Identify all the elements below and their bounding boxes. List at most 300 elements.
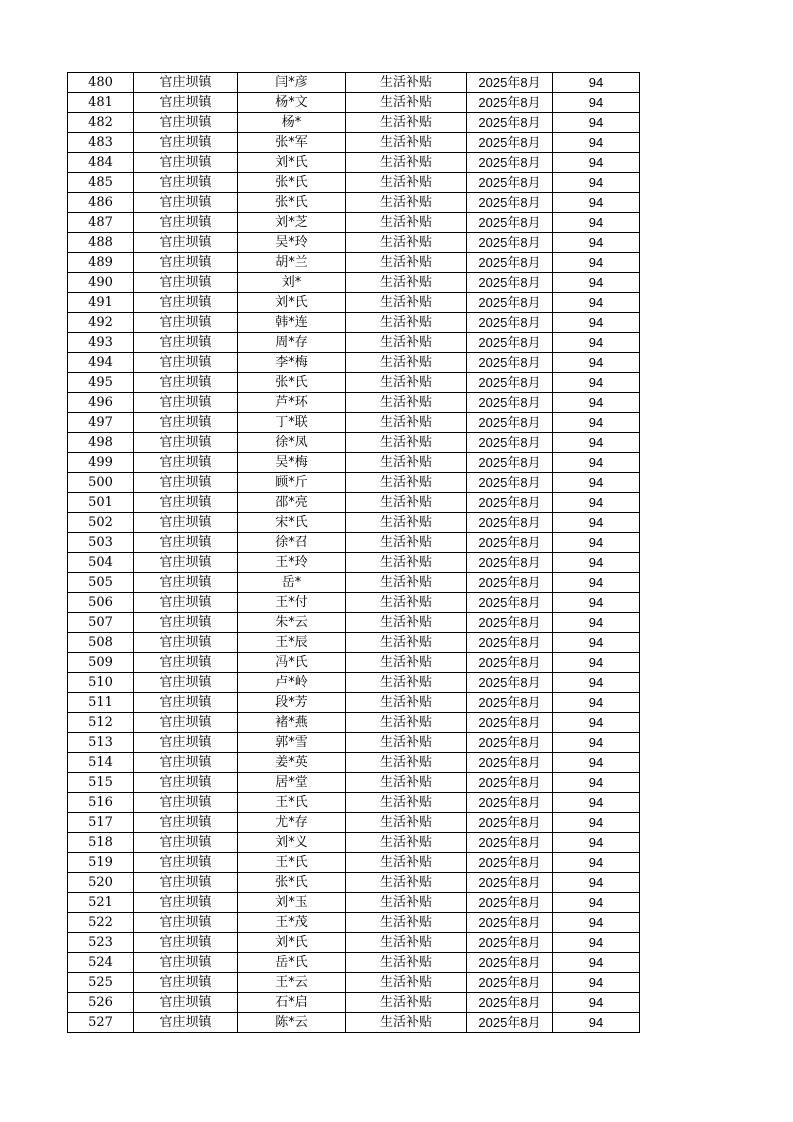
period-cell: 2025年8月 <box>467 453 553 473</box>
period-cell: 2025年8月 <box>467 313 553 333</box>
period-cell: 2025年8月 <box>467 113 553 133</box>
row-number: 481 <box>68 93 134 113</box>
table-row <box>68 873 640 893</box>
table-row <box>68 113 640 133</box>
name-cell: 陈*云 <box>238 1013 346 1033</box>
amount-cell: 94 <box>553 773 640 793</box>
name-cell: 张*氏 <box>238 193 346 213</box>
period-cell: 2025年8月 <box>467 653 553 673</box>
row-number: 489 <box>68 253 134 273</box>
town-cell: 官庄坝镇 <box>134 593 238 613</box>
name-cell: 杨* <box>238 113 346 133</box>
name-cell: 邵*亮 <box>238 493 346 513</box>
row-number: 491 <box>68 293 134 313</box>
amount-cell: 94 <box>553 173 640 193</box>
row-number: 485 <box>68 173 134 193</box>
amount-cell: 94 <box>553 833 640 853</box>
town-cell: 官庄坝镇 <box>134 913 238 933</box>
period-cell: 2025年8月 <box>467 333 553 353</box>
town-cell: 官庄坝镇 <box>134 893 238 913</box>
amount-cell: 94 <box>553 933 640 953</box>
amount-cell: 94 <box>553 133 640 153</box>
town-cell: 官庄坝镇 <box>134 493 238 513</box>
subsidy-type-cell: 生活补贴 <box>346 733 467 753</box>
table-row <box>68 1013 640 1033</box>
name-cell: 张*氏 <box>238 373 346 393</box>
subsidy-type-cell: 生活补贴 <box>346 533 467 553</box>
subsidy-type-cell: 生活补贴 <box>346 433 467 453</box>
name-cell: 刘*芝 <box>238 213 346 233</box>
period-cell: 2025年8月 <box>467 513 553 533</box>
name-cell: 朱*云 <box>238 613 346 633</box>
name-cell: 顾*斤 <box>238 473 346 493</box>
name-cell: 王*云 <box>238 973 346 993</box>
row-number: 494 <box>68 353 134 373</box>
name-cell: 吴*玲 <box>238 233 346 253</box>
period-cell: 2025年8月 <box>467 573 553 593</box>
amount-cell: 94 <box>553 713 640 733</box>
town-cell: 官庄坝镇 <box>134 233 238 253</box>
name-cell: 刘*氏 <box>238 293 346 313</box>
town-cell: 官庄坝镇 <box>134 1013 238 1033</box>
period-cell: 2025年8月 <box>467 393 553 413</box>
name-cell: 石*启 <box>238 993 346 1013</box>
period-cell: 2025年8月 <box>467 953 553 973</box>
subsidy-type-cell: 生活补贴 <box>346 873 467 893</box>
row-number: 486 <box>68 193 134 213</box>
row-number: 482 <box>68 113 134 133</box>
amount-cell: 94 <box>553 733 640 753</box>
subsidy-type-cell: 生活补贴 <box>346 553 467 573</box>
subsidy-type-cell: 生活补贴 <box>346 573 467 593</box>
amount-cell: 94 <box>553 993 640 1013</box>
town-cell: 官庄坝镇 <box>134 553 238 573</box>
table-row <box>68 693 640 713</box>
table-row <box>68 653 640 673</box>
amount-cell: 94 <box>553 673 640 693</box>
period-cell: 2025年8月 <box>467 553 553 573</box>
amount-cell: 94 <box>553 913 640 933</box>
subsidy-type-cell: 生活补贴 <box>346 133 467 153</box>
row-number: 496 <box>68 393 134 413</box>
period-cell: 2025年8月 <box>467 213 553 233</box>
subsidy-type-cell: 生活补贴 <box>346 453 467 473</box>
amount-cell: 94 <box>553 893 640 913</box>
subsidy-table <box>67 72 640 1033</box>
name-cell: 王*辰 <box>238 633 346 653</box>
period-cell: 2025年8月 <box>467 773 553 793</box>
town-cell: 官庄坝镇 <box>134 373 238 393</box>
name-cell: 张*军 <box>238 133 346 153</box>
town-cell: 官庄坝镇 <box>134 833 238 853</box>
subsidy-type-cell: 生活补贴 <box>346 913 467 933</box>
table-row <box>68 893 640 913</box>
subsidy-type-cell: 生活补贴 <box>346 173 467 193</box>
subsidy-type-cell: 生活补贴 <box>346 713 467 733</box>
subsidy-type-cell: 生活补贴 <box>346 273 467 293</box>
amount-cell: 94 <box>553 633 640 653</box>
amount-cell: 94 <box>553 353 640 373</box>
period-cell: 2025年8月 <box>467 673 553 693</box>
period-cell: 2025年8月 <box>467 813 553 833</box>
amount-cell: 94 <box>553 813 640 833</box>
subsidy-type-cell: 生活补贴 <box>346 393 467 413</box>
name-cell: 王*付 <box>238 593 346 613</box>
amount-cell: 94 <box>553 953 640 973</box>
amount-cell: 94 <box>553 473 640 493</box>
town-cell: 官庄坝镇 <box>134 733 238 753</box>
amount-cell: 94 <box>553 73 640 93</box>
amount-cell: 94 <box>553 693 640 713</box>
town-cell: 官庄坝镇 <box>134 313 238 333</box>
amount-cell: 94 <box>553 613 640 633</box>
table-row <box>68 333 640 353</box>
period-cell: 2025年8月 <box>467 873 553 893</box>
name-cell: 张*氏 <box>238 173 346 193</box>
table-row <box>68 733 640 753</box>
period-cell: 2025年8月 <box>467 893 553 913</box>
table-row <box>68 413 640 433</box>
amount-cell: 94 <box>553 393 640 413</box>
table-row <box>68 433 640 453</box>
subsidy-type-cell: 生活补贴 <box>346 993 467 1013</box>
amount-cell: 94 <box>553 853 640 873</box>
table-row <box>68 973 640 993</box>
row-number: 520 <box>68 873 134 893</box>
town-cell: 官庄坝镇 <box>134 353 238 373</box>
row-number: 517 <box>68 813 134 833</box>
name-cell: 韩*连 <box>238 313 346 333</box>
amount-cell: 94 <box>553 553 640 573</box>
subsidy-type-cell: 生活补贴 <box>346 673 467 693</box>
period-cell: 2025年8月 <box>467 733 553 753</box>
name-cell: 刘*义 <box>238 833 346 853</box>
town-cell: 官庄坝镇 <box>134 573 238 593</box>
period-cell: 2025年8月 <box>467 153 553 173</box>
row-number: 499 <box>68 453 134 473</box>
table-row <box>68 273 640 293</box>
town-cell: 官庄坝镇 <box>134 453 238 473</box>
subsidy-type-cell: 生活补贴 <box>346 893 467 913</box>
table-row <box>68 133 640 153</box>
row-number: 505 <box>68 573 134 593</box>
row-number: 512 <box>68 713 134 733</box>
table-row <box>68 773 640 793</box>
subsidy-type-cell: 生活补贴 <box>346 373 467 393</box>
row-number: 506 <box>68 593 134 613</box>
town-cell: 官庄坝镇 <box>134 533 238 553</box>
name-cell: 丁*联 <box>238 413 346 433</box>
subsidy-type-cell: 生活补贴 <box>346 413 467 433</box>
table-row <box>68 593 640 613</box>
row-number: 490 <box>68 273 134 293</box>
table-row <box>68 813 640 833</box>
table-row <box>68 933 640 953</box>
subsidy-type-cell: 生活补贴 <box>346 1013 467 1033</box>
table-row <box>68 613 640 633</box>
row-number: 526 <box>68 993 134 1013</box>
period-cell: 2025年8月 <box>467 233 553 253</box>
table-row <box>68 573 640 593</box>
table-row <box>68 713 640 733</box>
row-number: 480 <box>68 73 134 93</box>
amount-cell: 94 <box>553 973 640 993</box>
name-cell: 闫*彦 <box>238 73 346 93</box>
town-cell: 官庄坝镇 <box>134 173 238 193</box>
table-row <box>68 953 640 973</box>
table-row <box>68 313 640 333</box>
town-cell: 官庄坝镇 <box>134 693 238 713</box>
town-cell: 官庄坝镇 <box>134 773 238 793</box>
period-cell: 2025年8月 <box>467 473 553 493</box>
row-number: 515 <box>68 773 134 793</box>
subsidy-type-cell: 生活补贴 <box>346 113 467 133</box>
row-number: 518 <box>68 833 134 853</box>
name-cell: 徐*召 <box>238 533 346 553</box>
amount-cell: 94 <box>553 313 640 333</box>
row-number: 521 <box>68 893 134 913</box>
row-number: 492 <box>68 313 134 333</box>
town-cell: 官庄坝镇 <box>134 473 238 493</box>
town-cell: 官庄坝镇 <box>134 993 238 1013</box>
town-cell: 官庄坝镇 <box>134 953 238 973</box>
name-cell: 郭*雪 <box>238 733 346 753</box>
row-number: 522 <box>68 913 134 933</box>
table-row <box>68 853 640 873</box>
table-row <box>68 493 640 513</box>
name-cell: 居*堂 <box>238 773 346 793</box>
subsidy-type-cell: 生活补贴 <box>346 973 467 993</box>
name-cell: 胡*兰 <box>238 253 346 273</box>
row-number: 498 <box>68 433 134 453</box>
name-cell: 周*存 <box>238 333 346 353</box>
table-body <box>68 73 640 1033</box>
row-number: 509 <box>68 653 134 673</box>
row-number: 487 <box>68 213 134 233</box>
period-cell: 2025年8月 <box>467 133 553 153</box>
name-cell: 徐*凤 <box>238 433 346 453</box>
amount-cell: 94 <box>553 93 640 113</box>
row-number: 523 <box>68 933 134 953</box>
name-cell: 刘* <box>238 273 346 293</box>
name-cell: 段*芳 <box>238 693 346 713</box>
name-cell: 尤*存 <box>238 813 346 833</box>
subsidy-type-cell: 生活补贴 <box>346 593 467 613</box>
subsidy-type-cell: 生活补贴 <box>346 793 467 813</box>
town-cell: 官庄坝镇 <box>134 293 238 313</box>
town-cell: 官庄坝镇 <box>134 113 238 133</box>
town-cell: 官庄坝镇 <box>134 673 238 693</box>
town-cell: 官庄坝镇 <box>134 253 238 273</box>
town-cell: 官庄坝镇 <box>134 793 238 813</box>
name-cell: 冯*氏 <box>238 653 346 673</box>
town-cell: 官庄坝镇 <box>134 153 238 173</box>
name-cell: 王*茂 <box>238 913 346 933</box>
table-row <box>68 993 640 1013</box>
table-row <box>68 533 640 553</box>
table-row <box>68 293 640 313</box>
amount-cell: 94 <box>553 493 640 513</box>
town-cell: 官庄坝镇 <box>134 93 238 113</box>
amount-cell: 94 <box>553 373 640 393</box>
subsidy-type-cell: 生活补贴 <box>346 153 467 173</box>
row-number: 525 <box>68 973 134 993</box>
subsidy-type-cell: 生活补贴 <box>346 93 467 113</box>
period-cell: 2025年8月 <box>467 433 553 453</box>
amount-cell: 94 <box>553 873 640 893</box>
town-cell: 官庄坝镇 <box>134 193 238 213</box>
town-cell: 官庄坝镇 <box>134 633 238 653</box>
amount-cell: 94 <box>553 413 640 433</box>
subsidy-type-cell: 生活补贴 <box>346 293 467 313</box>
amount-cell: 94 <box>553 213 640 233</box>
row-number: 516 <box>68 793 134 813</box>
amount-cell: 94 <box>553 793 640 813</box>
amount-cell: 94 <box>553 233 640 253</box>
subsidy-type-cell: 生活补贴 <box>346 353 467 373</box>
row-number: 503 <box>68 533 134 553</box>
amount-cell: 94 <box>553 153 640 173</box>
period-cell: 2025年8月 <box>467 73 553 93</box>
table-row <box>68 453 640 473</box>
subsidy-type-cell: 生活补贴 <box>346 853 467 873</box>
subsidy-type-cell: 生活补贴 <box>346 613 467 633</box>
name-cell: 宋*氏 <box>238 513 346 533</box>
period-cell: 2025年8月 <box>467 373 553 393</box>
amount-cell: 94 <box>553 193 640 213</box>
amount-cell: 94 <box>553 273 640 293</box>
subsidy-type-cell: 生活补贴 <box>346 333 467 353</box>
period-cell: 2025年8月 <box>467 1013 553 1033</box>
town-cell: 官庄坝镇 <box>134 333 238 353</box>
amount-cell: 94 <box>553 453 640 473</box>
name-cell: 王*氏 <box>238 793 346 813</box>
subsidy-type-cell: 生活补贴 <box>346 473 467 493</box>
period-cell: 2025年8月 <box>467 253 553 273</box>
amount-cell: 94 <box>553 433 640 453</box>
amount-cell: 94 <box>553 573 640 593</box>
subsidy-type-cell: 生活补贴 <box>346 73 467 93</box>
table-row <box>68 373 640 393</box>
name-cell: 褚*燕 <box>238 713 346 733</box>
table-row <box>68 913 640 933</box>
town-cell: 官庄坝镇 <box>134 713 238 733</box>
amount-cell: 94 <box>553 333 640 353</box>
name-cell: 张*氏 <box>238 873 346 893</box>
name-cell: 刘*氏 <box>238 153 346 173</box>
period-cell: 2025年8月 <box>467 413 553 433</box>
town-cell: 官庄坝镇 <box>134 873 238 893</box>
period-cell: 2025年8月 <box>467 713 553 733</box>
table-row <box>68 393 640 413</box>
period-cell: 2025年8月 <box>467 193 553 213</box>
table-row <box>68 213 640 233</box>
subsidy-type-cell: 生活补贴 <box>346 653 467 673</box>
name-cell: 王*玲 <box>238 553 346 573</box>
name-cell: 王*氏 <box>238 853 346 873</box>
period-cell: 2025年8月 <box>467 793 553 813</box>
table-row <box>68 253 640 273</box>
row-number: 484 <box>68 153 134 173</box>
name-cell: 李*梅 <box>238 353 346 373</box>
amount-cell: 94 <box>553 253 640 273</box>
subsidy-type-cell: 生活补贴 <box>346 753 467 773</box>
name-cell: 岳*氏 <box>238 953 346 973</box>
row-number: 500 <box>68 473 134 493</box>
town-cell: 官庄坝镇 <box>134 613 238 633</box>
name-cell: 姜*英 <box>238 753 346 773</box>
subsidy-type-cell: 生活补贴 <box>346 513 467 533</box>
subsidy-type-cell: 生活补贴 <box>346 253 467 273</box>
name-cell: 刘*玉 <box>238 893 346 913</box>
name-cell: 岳* <box>238 573 346 593</box>
period-cell: 2025年8月 <box>467 913 553 933</box>
subsidy-type-cell: 生活补贴 <box>346 193 467 213</box>
period-cell: 2025年8月 <box>467 593 553 613</box>
name-cell: 卢*岭 <box>238 673 346 693</box>
subsidy-type-cell: 生活补贴 <box>346 213 467 233</box>
period-cell: 2025年8月 <box>467 853 553 873</box>
town-cell: 官庄坝镇 <box>134 973 238 993</box>
period-cell: 2025年8月 <box>467 353 553 373</box>
town-cell: 官庄坝镇 <box>134 753 238 773</box>
subsidy-type-cell: 生活补贴 <box>346 773 467 793</box>
subsidy-type-cell: 生活补贴 <box>346 813 467 833</box>
row-number: 519 <box>68 853 134 873</box>
subsidy-type-cell: 生活补贴 <box>346 233 467 253</box>
table-row <box>68 73 640 93</box>
town-cell: 官庄坝镇 <box>134 413 238 433</box>
town-cell: 官庄坝镇 <box>134 273 238 293</box>
table-row <box>68 153 640 173</box>
name-cell: 刘*氏 <box>238 933 346 953</box>
period-cell: 2025年8月 <box>467 633 553 653</box>
row-number: 524 <box>68 953 134 973</box>
table-row <box>68 633 640 653</box>
town-cell: 官庄坝镇 <box>134 513 238 533</box>
period-cell: 2025年8月 <box>467 833 553 853</box>
amount-cell: 94 <box>553 653 640 673</box>
subsidy-type-cell: 生活补贴 <box>346 493 467 513</box>
amount-cell: 94 <box>553 113 640 133</box>
row-number: 514 <box>68 753 134 773</box>
table-row <box>68 193 640 213</box>
row-number: 501 <box>68 493 134 513</box>
town-cell: 官庄坝镇 <box>134 433 238 453</box>
table-row <box>68 553 640 573</box>
subsidy-type-cell: 生活补贴 <box>346 633 467 653</box>
town-cell: 官庄坝镇 <box>134 933 238 953</box>
row-number: 493 <box>68 333 134 353</box>
period-cell: 2025年8月 <box>467 293 553 313</box>
town-cell: 官庄坝镇 <box>134 133 238 153</box>
amount-cell: 94 <box>553 533 640 553</box>
table-row <box>68 233 640 253</box>
subsidy-type-cell: 生活补贴 <box>346 693 467 713</box>
table-row <box>68 353 640 373</box>
period-cell: 2025年8月 <box>467 973 553 993</box>
name-cell: 吴*梅 <box>238 453 346 473</box>
row-number: 513 <box>68 733 134 753</box>
subsidy-type-cell: 生活补贴 <box>346 953 467 973</box>
period-cell: 2025年8月 <box>467 693 553 713</box>
name-cell: 杨*文 <box>238 93 346 113</box>
subsidy-type-cell: 生活补贴 <box>346 933 467 953</box>
row-number: 511 <box>68 693 134 713</box>
row-number: 497 <box>68 413 134 433</box>
row-number: 508 <box>68 633 134 653</box>
period-cell: 2025年8月 <box>467 533 553 553</box>
